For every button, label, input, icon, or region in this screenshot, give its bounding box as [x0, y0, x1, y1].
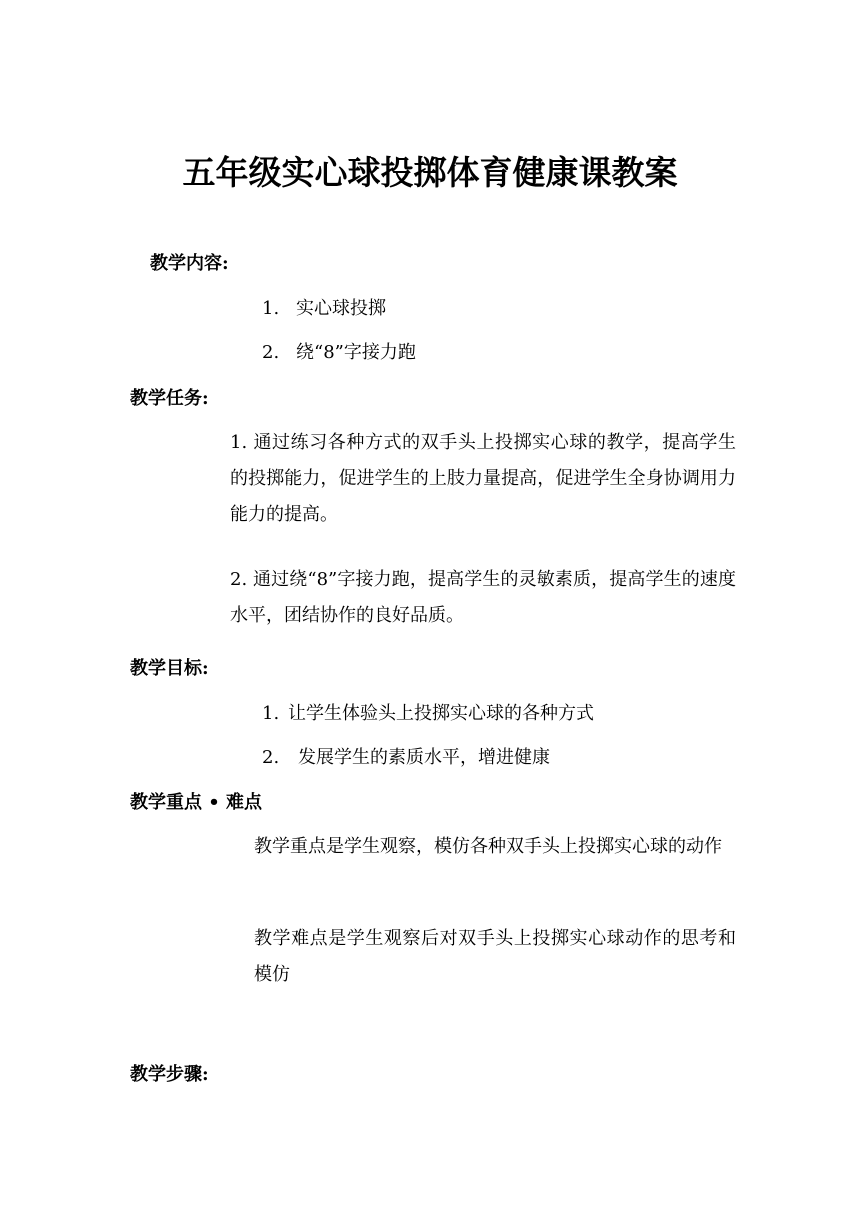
content-item-number: 2.: [262, 342, 280, 363]
content-item: [262, 296, 386, 322]
content-heading: 教学内容:: [150, 253, 229, 274]
goal-item-text: 发展学生的素质水平，增进健康: [298, 747, 550, 768]
keypoints-heading: 教学重点 • 难点: [130, 792, 263, 813]
goal-item: [262, 745, 550, 771]
keypoint-item: 教学重点是学生观察，模仿各种双手头上投掷实心球的动作: [254, 836, 722, 857]
content-item: [262, 340, 416, 366]
content-item-number: 1.: [262, 298, 280, 319]
goal-item: [262, 701, 594, 727]
content-item-text: 绕“8”字接力跑: [296, 342, 416, 363]
page-title: 五年级实心球投掷体育健康课教案: [182, 153, 678, 192]
goal-item-number: 2.: [262, 747, 280, 768]
task-item: 2. 通过绕“8”字接力跑，提高学生的灵敏素质，提高学生的速度水平，团结协作的良好品质。: [230, 569, 736, 626]
task-item: 1. 通过练习各种方式的双手头上投掷实心球的教学，提高学生的投掷能力，促进学生的上肢力量提高，促进学生全身协调用力能力的提高。: [230, 432, 736, 525]
goal-item-number: 1.: [262, 703, 280, 724]
goals-heading: 教学目标:: [130, 658, 209, 679]
content-item-text: 实心球投掷: [296, 298, 386, 319]
steps-heading: 教学步骤:: [130, 1064, 209, 1085]
keypoint-item: 教学难点是学生观察后对双手头上投掷实心球动作的思考和模仿: [254, 928, 736, 985]
goal-item-text: 让学生体验头上投掷实心球的各种方式: [288, 703, 594, 724]
tasks-heading: 教学任务:: [130, 388, 209, 409]
